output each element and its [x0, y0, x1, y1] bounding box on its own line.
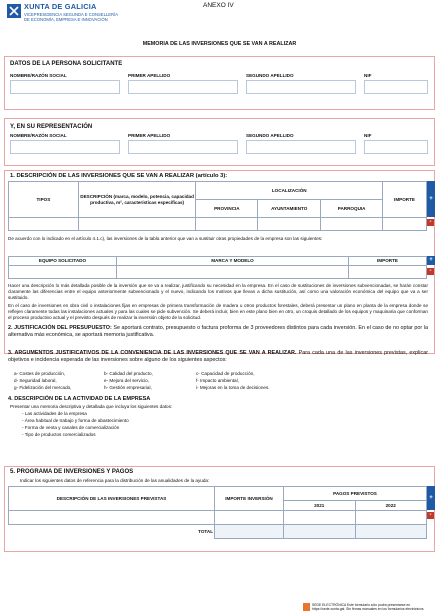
col-descripcion: DESCRIPCIÓN (marca, modelo, potencia, capacidad productiva, m², características específicas) [78, 182, 196, 218]
applicant-name-field[interactable] [10, 80, 120, 94]
aspect-item: b- Calidad del producto, [104, 371, 153, 376]
table-row [9, 511, 427, 525]
applicant-nif-label: NIF [364, 73, 372, 78]
col-importe: IMPORTE [383, 182, 427, 218]
aspect-item: c- Capacidad de producción, [196, 371, 255, 376]
rep-nif-field[interactable] [364, 140, 428, 154]
tipos-cell[interactable] [9, 218, 79, 231]
applicant-surname2-label: SEGUNDO APELLIDO [246, 73, 294, 78]
xunta-logo-icon [7, 4, 21, 18]
section-1-body2: En el caso de inversiones en obra civil o instalaciones fijas en empresas de primera transformación de madera u otros productos forestales, deberá presentar un plano en planta de la empresa donde se reflejen claramente todas las instalaciones actuales y para las cuales se pide subvención. Se deberá incluir, bien en este plano bien en otro, un croquis detallado de los equipos y maquinaria que conforman el proceso productivo actual y el previsto después de realizar la inversión objeto de la solicitud. [8, 303, 428, 321]
total-label: TOTAL [9, 525, 215, 539]
add-substitution-button[interactable]: + [427, 256, 435, 265]
section-5-text: Indicar los siguientes datos de referencia para la distribución de las anualidades de la ayuda: [20, 478, 210, 483]
payments-table [8, 486, 427, 539]
total-row [9, 525, 427, 539]
applicant-surname1-field[interactable] [128, 80, 238, 94]
investments-table [8, 181, 427, 231]
descripcion-cell[interactable] [78, 218, 196, 231]
importe-cell[interactable] [383, 218, 427, 231]
activity-item: - Las actividades de la empresa [22, 411, 87, 416]
section-5-title: 5. PROGRAMA DE INVERSIONES Y PAGOS [10, 469, 134, 475]
substitution-intro: De acuerdo con lo indicado en el artículo 4.1.c), las inversiones de la tabla anterior que van a sustituir otras propiedades de la empresa son las siguientes: [8, 236, 323, 241]
total-2022-cell [355, 525, 427, 539]
applicant-name-label: NOMBRE/RAZÓN SOCIAL [10, 73, 67, 78]
activity-item: - Área habitual de trabajo y forma de abastecimiento [22, 418, 129, 423]
section-2-text: Se aportará contrato, presupuesto o factura proforma de 3 proveedores distintos para cada inversión. En el caso de no optar por la alternativa más económica, se aportará memoria justificativa. [8, 325, 429, 339]
rep-name-field[interactable] [10, 140, 120, 154]
col-marca: MARCA Y MODELO [117, 257, 349, 266]
parroquia-cell[interactable] [321, 218, 383, 231]
substitution-table [8, 256, 427, 279]
section-1-title: 1. DESCRIPCIÓN DE LAS INVERSIONES QUE SE VAN A REALIZAR (artículo 3): [10, 173, 228, 179]
aspect-item: h- Gestión empresarial, [104, 385, 152, 390]
ayuntamiento-cell[interactable] [258, 218, 321, 231]
rep-nif-label: NIF [364, 133, 372, 138]
provincia-cell[interactable] [196, 218, 258, 231]
col-2021: 2021 [284, 501, 356, 511]
applicant-nif-field[interactable] [364, 80, 428, 94]
add-row-button[interactable]: + [427, 181, 435, 217]
annex-label: ANEXO IV [203, 2, 234, 9]
aspect-item: a- Costes de producción, [14, 371, 66, 376]
rep-surname1-field[interactable] [128, 140, 238, 154]
applicant-surname1-label: PRIMER APELLIDO [128, 73, 171, 78]
rep-surname1-label: PRIMER APELLIDO [128, 133, 171, 138]
remove-row-button[interactable]: - [427, 219, 434, 226]
aspect-item: d- Seguridad laboral, [14, 378, 57, 383]
total-importe-cell [215, 525, 284, 539]
activity-item: - Tipo de productos comercializados [22, 432, 96, 437]
equipo-cell[interactable] [9, 266, 117, 279]
importe-inv-cell[interactable] [215, 511, 284, 525]
section-4-title: 4. DESCRIPCIÓN DE LA ACTIVIDAD DE LA EMPRESA [8, 396, 151, 402]
col-provincia: PROVINCIA [196, 200, 258, 218]
rep-surname2-label: SEGUNDO APELLIDO [246, 133, 294, 138]
col-importe-sub: IMPORTE [349, 257, 427, 266]
applicant-surname2-field[interactable] [246, 80, 356, 94]
total-2021-cell [284, 525, 356, 539]
page-title: MEMORIA DE LAS INVERSIONES QUE SE VAN A REALIZAR [142, 41, 297, 47]
col-parroquia: PARROQUIA [321, 200, 383, 218]
aspect-item: i- Mejoras en la toma de decisiones. [196, 385, 270, 390]
col-descripcion-prev: DESCRIPCIÓN DE LAS INVERSIONES PREVISTAS [9, 487, 215, 511]
remove-substitution-button[interactable]: - [427, 268, 434, 275]
sede-electronica-icon [303, 603, 310, 611]
org-subtitle: VICEPRESIDENCIA SEGUNDA E CONSELLERÍA DE ECONOMÍA, EMPRESA E INNOVACIÓN [24, 12, 118, 23]
aspect-item: g- Fidelización del mercado, [14, 385, 72, 390]
pago-2021-cell[interactable] [284, 511, 356, 525]
section-3-title: 3. ARGUMENTOS JUSTIFICATIVOS DE LA CONVENIENCIA DE LAS INVERSIONES QUE SE VAN A REALIZAR. [8, 350, 297, 356]
section-3-text: Para cada una de las inversiones previstas, explicar objetivos e incidencia esperada de las inversiones sobre alguno de los siguientes aspectos: [8, 350, 428, 364]
org-name: XUNTA DE GALICIA [24, 2, 97, 11]
col-2022: 2022 [355, 501, 427, 511]
add-payment-button[interactable]: + [427, 486, 435, 510]
section-3 [8, 350, 428, 365]
col-tipos: TIPOS [9, 182, 79, 218]
rep-surname2-field[interactable] [246, 140, 356, 154]
section-2-title: 2. JUSTIFICACIÓN DEL PRESUPUESTO: [8, 325, 112, 331]
col-localizacion: LOCALIZACIÓN [196, 182, 383, 200]
importe-sub-cell[interactable] [349, 266, 427, 279]
activity-item: - Forma de venta y canales de comercialización [22, 425, 120, 430]
col-ayuntamiento: AYUNTAMIENTO [258, 200, 321, 218]
descripcion-prev-cell[interactable] [9, 511, 215, 525]
applicant-title: DATOS DE LA PERSONA SOLICITANTE [10, 61, 123, 67]
rep-name-label: NOMBRE/RAZÓN SOCIAL [10, 133, 67, 138]
pago-2022-cell[interactable] [355, 511, 427, 525]
section-4-text: Presentar una memoria descriptiva y detallada que incluya los siguientes datos: [10, 404, 173, 409]
table-row [9, 266, 427, 279]
section-2 [8, 325, 428, 340]
aspect-item: e- Mejora del servicio, [104, 378, 149, 383]
aspect-item: f- Impacto ambiental, [196, 378, 239, 383]
col-importe-inv: IMPORTE INVERSIÓN [215, 487, 284, 511]
footer-note: SEDE ELECTRÓNICA Este formulario sólo podrá presentarse en https://sede.xunta.gal. Sin firmas manuales en los formularios electrónicos [312, 603, 424, 612]
remove-payment-button[interactable]: - [427, 512, 434, 519]
col-pagos: PAGOS PREVISTOS [284, 487, 427, 501]
marca-cell[interactable] [117, 266, 349, 279]
section-1-body: Hacer una descripción lo más detallada posible de la inversión que se va a realizar, justificando su necesidad en la empresa. En el caso de sustituciones de inversiones subvencionadas, se harán constar claramente las diferencias entre el equipo anteriormente subvencionado y el nuevo, indicando los motivos que llevan a dicha sustitución, así como una valoración económica del equipo que va a ser sustituido. [8, 283, 428, 301]
table-row [9, 218, 427, 231]
representative-title: Y, EN SU REPRESENTACIÓN [10, 124, 93, 130]
col-equipo: EQUIPO SOLICITADO [9, 257, 117, 266]
